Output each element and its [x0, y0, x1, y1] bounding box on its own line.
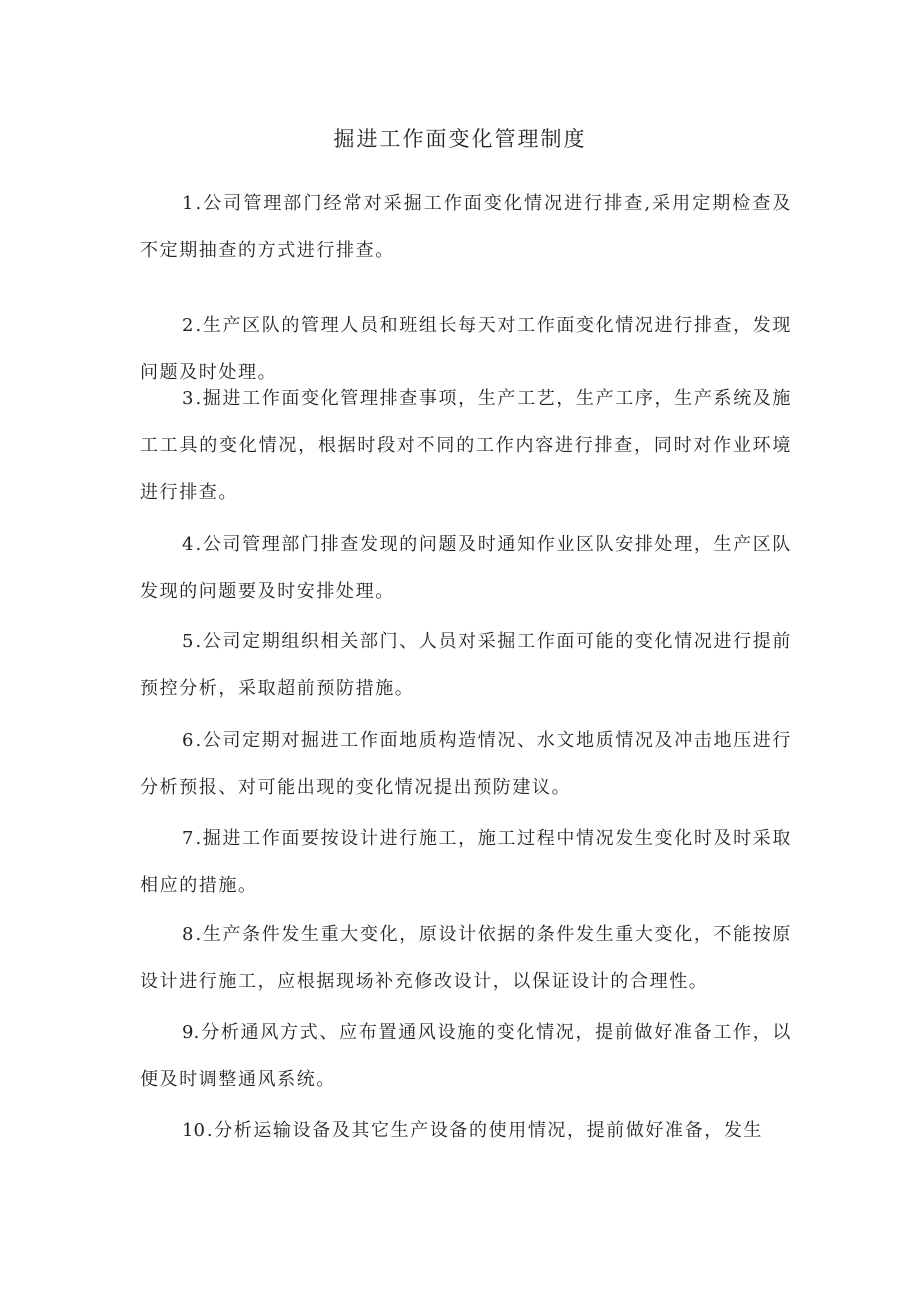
clause-text: .公司管理部门经常对采掘工作面变化情况进行排查,采用定期检查及不定期抽查的方式进行排查。 [140, 193, 792, 261]
clause-5 [140, 618, 792, 712]
clause-3 [140, 375, 792, 516]
clause-1 [140, 180, 792, 274]
clause-number: 5 [182, 631, 194, 652]
clause-9 [140, 1009, 792, 1103]
clause-text: .生产条件发生重大变化，原设计依据的条件发生重大变化，不能按原设计进行施工，应根据现场补充修改设计，以保证设计的合理性。 [140, 924, 792, 992]
clause-number: 8 [182, 924, 194, 945]
clause-number: 2 [182, 315, 194, 336]
clause-4 [140, 521, 792, 615]
clause-text: .掘进工作面变化管理排查事项，生产工艺，生产工序，生产系统及施工工具的变化情况，根据时段对不同的工作内容进行排查，同时对作业环境进行排查。 [140, 388, 792, 503]
clause-text: 分析通风方式、应布置通风设施的变化情况，提前做好准备工作，以便及时调整通风系统。 [140, 1022, 792, 1090]
clause-number: 3 [182, 388, 194, 409]
clause-number: 7 [182, 828, 194, 849]
clause-8 [140, 911, 792, 1005]
clause-text: .分析运输设备及其它生产设备的使用情况，提前做好准备，发生 [206, 1120, 764, 1141]
clause-text: .公司定期组织相关部门、人员对采掘工作面可能的变化情况进行提前预控分析，采取超前预防措施。 [140, 631, 792, 699]
clause-number: 6 [182, 730, 194, 751]
clause-number: 10 [182, 1120, 205, 1141]
clause-text: .掘进工作面要按设计进行施工，施工过程中情况发生变化时及时采取相应的措施。 [140, 828, 792, 896]
clause-text: .生产区队的管理人员和班组长每天对工作面变化情况进行排查，发现问题及时处理。 [140, 315, 792, 383]
clause-number: 4 [182, 534, 194, 555]
document-title: 掘进工作面变化管理制度 [333, 127, 587, 151]
clause-number: 9. [182, 1022, 200, 1043]
clause-7 [140, 815, 792, 909]
clause-number: 1 [182, 193, 194, 214]
clause-6 [140, 717, 792, 811]
clause-10 [140, 1107, 792, 1154]
clause-text: .公司定期对掘进工作面地质构造情况、水文地质情况及冲击地压进行分析预报、对可能出现的变化情况提出预防建议。 [140, 730, 792, 798]
clause-text: .公司管理部门排查发现的问题及时通知作业区队安排处理，生产区队发现的问题要及时安排处理。 [140, 534, 792, 602]
